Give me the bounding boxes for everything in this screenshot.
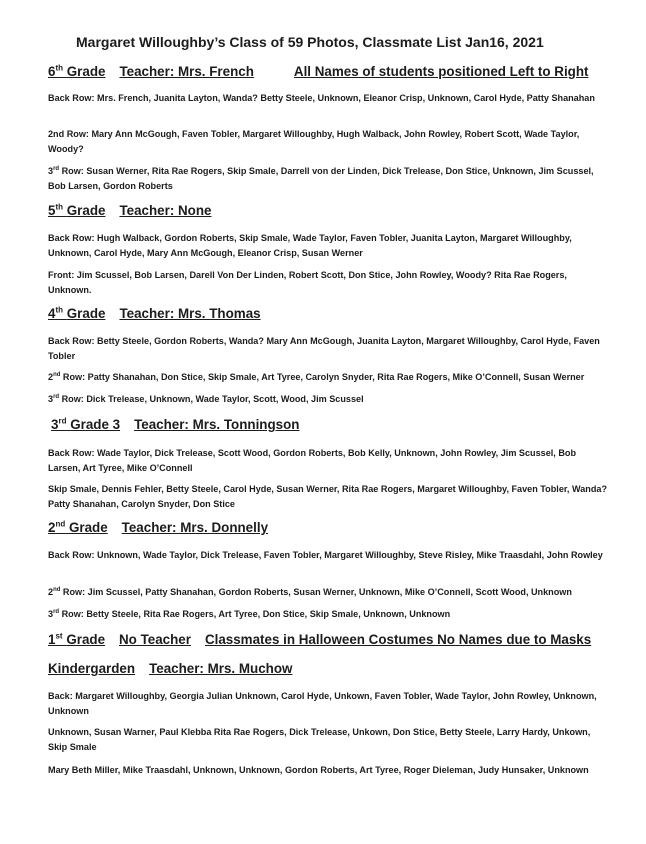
kindergarden-heading: Kindergarden Teacher: Mrs. Muchow — [48, 661, 293, 676]
grade-word: Grade — [66, 64, 106, 79]
grade-4-third-row: 3rd Row: Dick Trelease, Unknown, Wade Taylor, Scott, Wood, Jim Scussel — [48, 393, 364, 404]
document-title: Margaret Willoughby’s Class of 59 Photos, Classmate List Jan16, 2021 — [76, 34, 544, 50]
grade-suffix: th — [55, 63, 64, 73]
teacher-label: No Teacher — [119, 632, 191, 647]
kindergarden-front-row: Mary Beth Miller, Mike Traasdahl, Unknown, Unknown, Gordon Roberts, Art Tyree, Roger Dieleman, Judy Hunsaker, Unknown — [48, 765, 589, 775]
grade-2-back-row: Back Row: Unknown, Wade Taylor, Dick Trelease, Faven Tobler, Margaret Willoughby, Steve Risley, Mike Traasdahl, John Rowley — [48, 550, 603, 560]
grade-5-heading: 5th Grade Teacher: None — [48, 202, 212, 218]
kindergarden-back-row: Back: Margaret Willoughby, Georgia Julian Unknown, Carol Hyde, Unkown, Faven Tobler, Wade Taylor, John Rowley, Unknown, Unknown — [48, 691, 597, 716]
grade-2-second-row: 2nd Row: Jim Scussel, Patty Shanahan, Gordon Roberts, Susan Werner, Unknown, Mike O’Connell, Scott Wood, Unknown — [48, 586, 572, 597]
teacher-label: Teacher: Mrs. Tonningson — [134, 417, 300, 432]
grade-6-back-row: Back Row: Mrs. French, Juanita Layton, Wanda? Betty Steele, Unknown, Eleanor Crisp, Unknown, Carol Hyde, Patty Shanahan — [48, 93, 595, 103]
grade-3-heading: 3rd Grade 3 Teacher: Mrs. Tonningson — [51, 416, 300, 432]
grade-number: 6 — [48, 64, 56, 79]
heading-note: All Names of students positioned Left to Right — [293, 64, 589, 79]
grade-6-second-row: 2nd Row: Mary Ann McGough, Faven Tobler, Margaret Willoughby, Hugh Walback, John Rowley, Robert Scott, Wade Taylor, Woody? — [48, 129, 580, 154]
grade-5-back-row: Back Row: Hugh Walback, Gordon Roberts, Skip Smale, Wade Taylor, Faven Tobler, Juanita Layton, Margaret Willoughby, Unknown, Carol Hyde, Mary Ann McGough, Eleanor Crisp, Susan Werner — [48, 233, 572, 258]
grade-4-second-row: 2nd Row: Patty Shanahan, Don Stice, Skip Smale, Art Tyree, Carolyn Snyder, Rita Rae Rogers, Mike O’Connell, Susan Werner — [48, 371, 585, 382]
teacher-label: Teacher: Mrs. Donnelly — [121, 520, 269, 535]
grade-6-third-row: 3rd Row: Susan Werner, Rita Rae Rogers, Skip Smale, Darrell von der Linden, Dick Trelease, Don Stice, Unknown, Jim Scussel, Bob Larsen, Gordon Roberts — [48, 165, 594, 191]
heading-note: Classmates in Halloween Costumes No Names due to Masks — [204, 632, 592, 647]
kindergarden-middle-row: Unknown, Susan Warner, Paul Klebba Rita Rae Rogers, Dick Trelease, Unkown, Don Stice, Betty Steele, Larry Hardy, Unkown, Skip Smale — [48, 727, 591, 752]
grade-4-back-row: Back Row: Betty Steele, Gordon Roberts, Wanda? Mary Ann McGough, Juanita Layton, Margaret Willoughby, Carol Hyde, Faven Tobler — [48, 336, 600, 361]
teacher-label: Teacher: Mrs. Thomas — [119, 306, 261, 321]
grade-4-heading: 4th Grade Teacher: Mrs. Thomas — [48, 305, 261, 321]
grade-2-heading: 2nd Grade Teacher: Mrs. Donnelly — [48, 519, 269, 535]
grade-1-heading: 1st Grade No Teacher Classmates in Halloween Costumes No Names due to Masks — [48, 631, 592, 647]
teacher-label: Teacher: Mrs. French — [119, 64, 254, 79]
grade-3-back-row: Back Row: Wade Taylor, Dick Trelease, Scott Wood, Gordon Roberts, Bob Kelly, Unknown, John Rowley, Jim Scussel, Bob Larsen, Art Tyree, Mike O’Connell — [48, 448, 577, 473]
grade-6-heading — [48, 64, 589, 79]
teacher-label: Teacher: Mrs. Muchow — [149, 661, 293, 676]
grade-5-front-row: Front: Jim Scussel, Bob Larsen, Darell Von Der Linden, Robert Scott, Don Stice, John Rowley, Woody? Rita Rae Rogers, Unknown. — [48, 270, 567, 295]
grade-3-front-row: Skip Smale, Dennis Fehler, Betty Steele, Carol Hyde, Susan Werner, Rita Rae Rogers, Margaret Willoughby, Faven Tobler, Wanda? Patty Shanahan, Carolyn Snyder, Don Stice — [48, 484, 607, 509]
grade-2-third-row: 3rd Row: Betty Steele, Rita Rae Rogers, Art Tyree, Don Stice, Skip Smale, Unknown, Unknown — [48, 608, 451, 619]
teacher-label: Teacher: None — [119, 203, 212, 218]
